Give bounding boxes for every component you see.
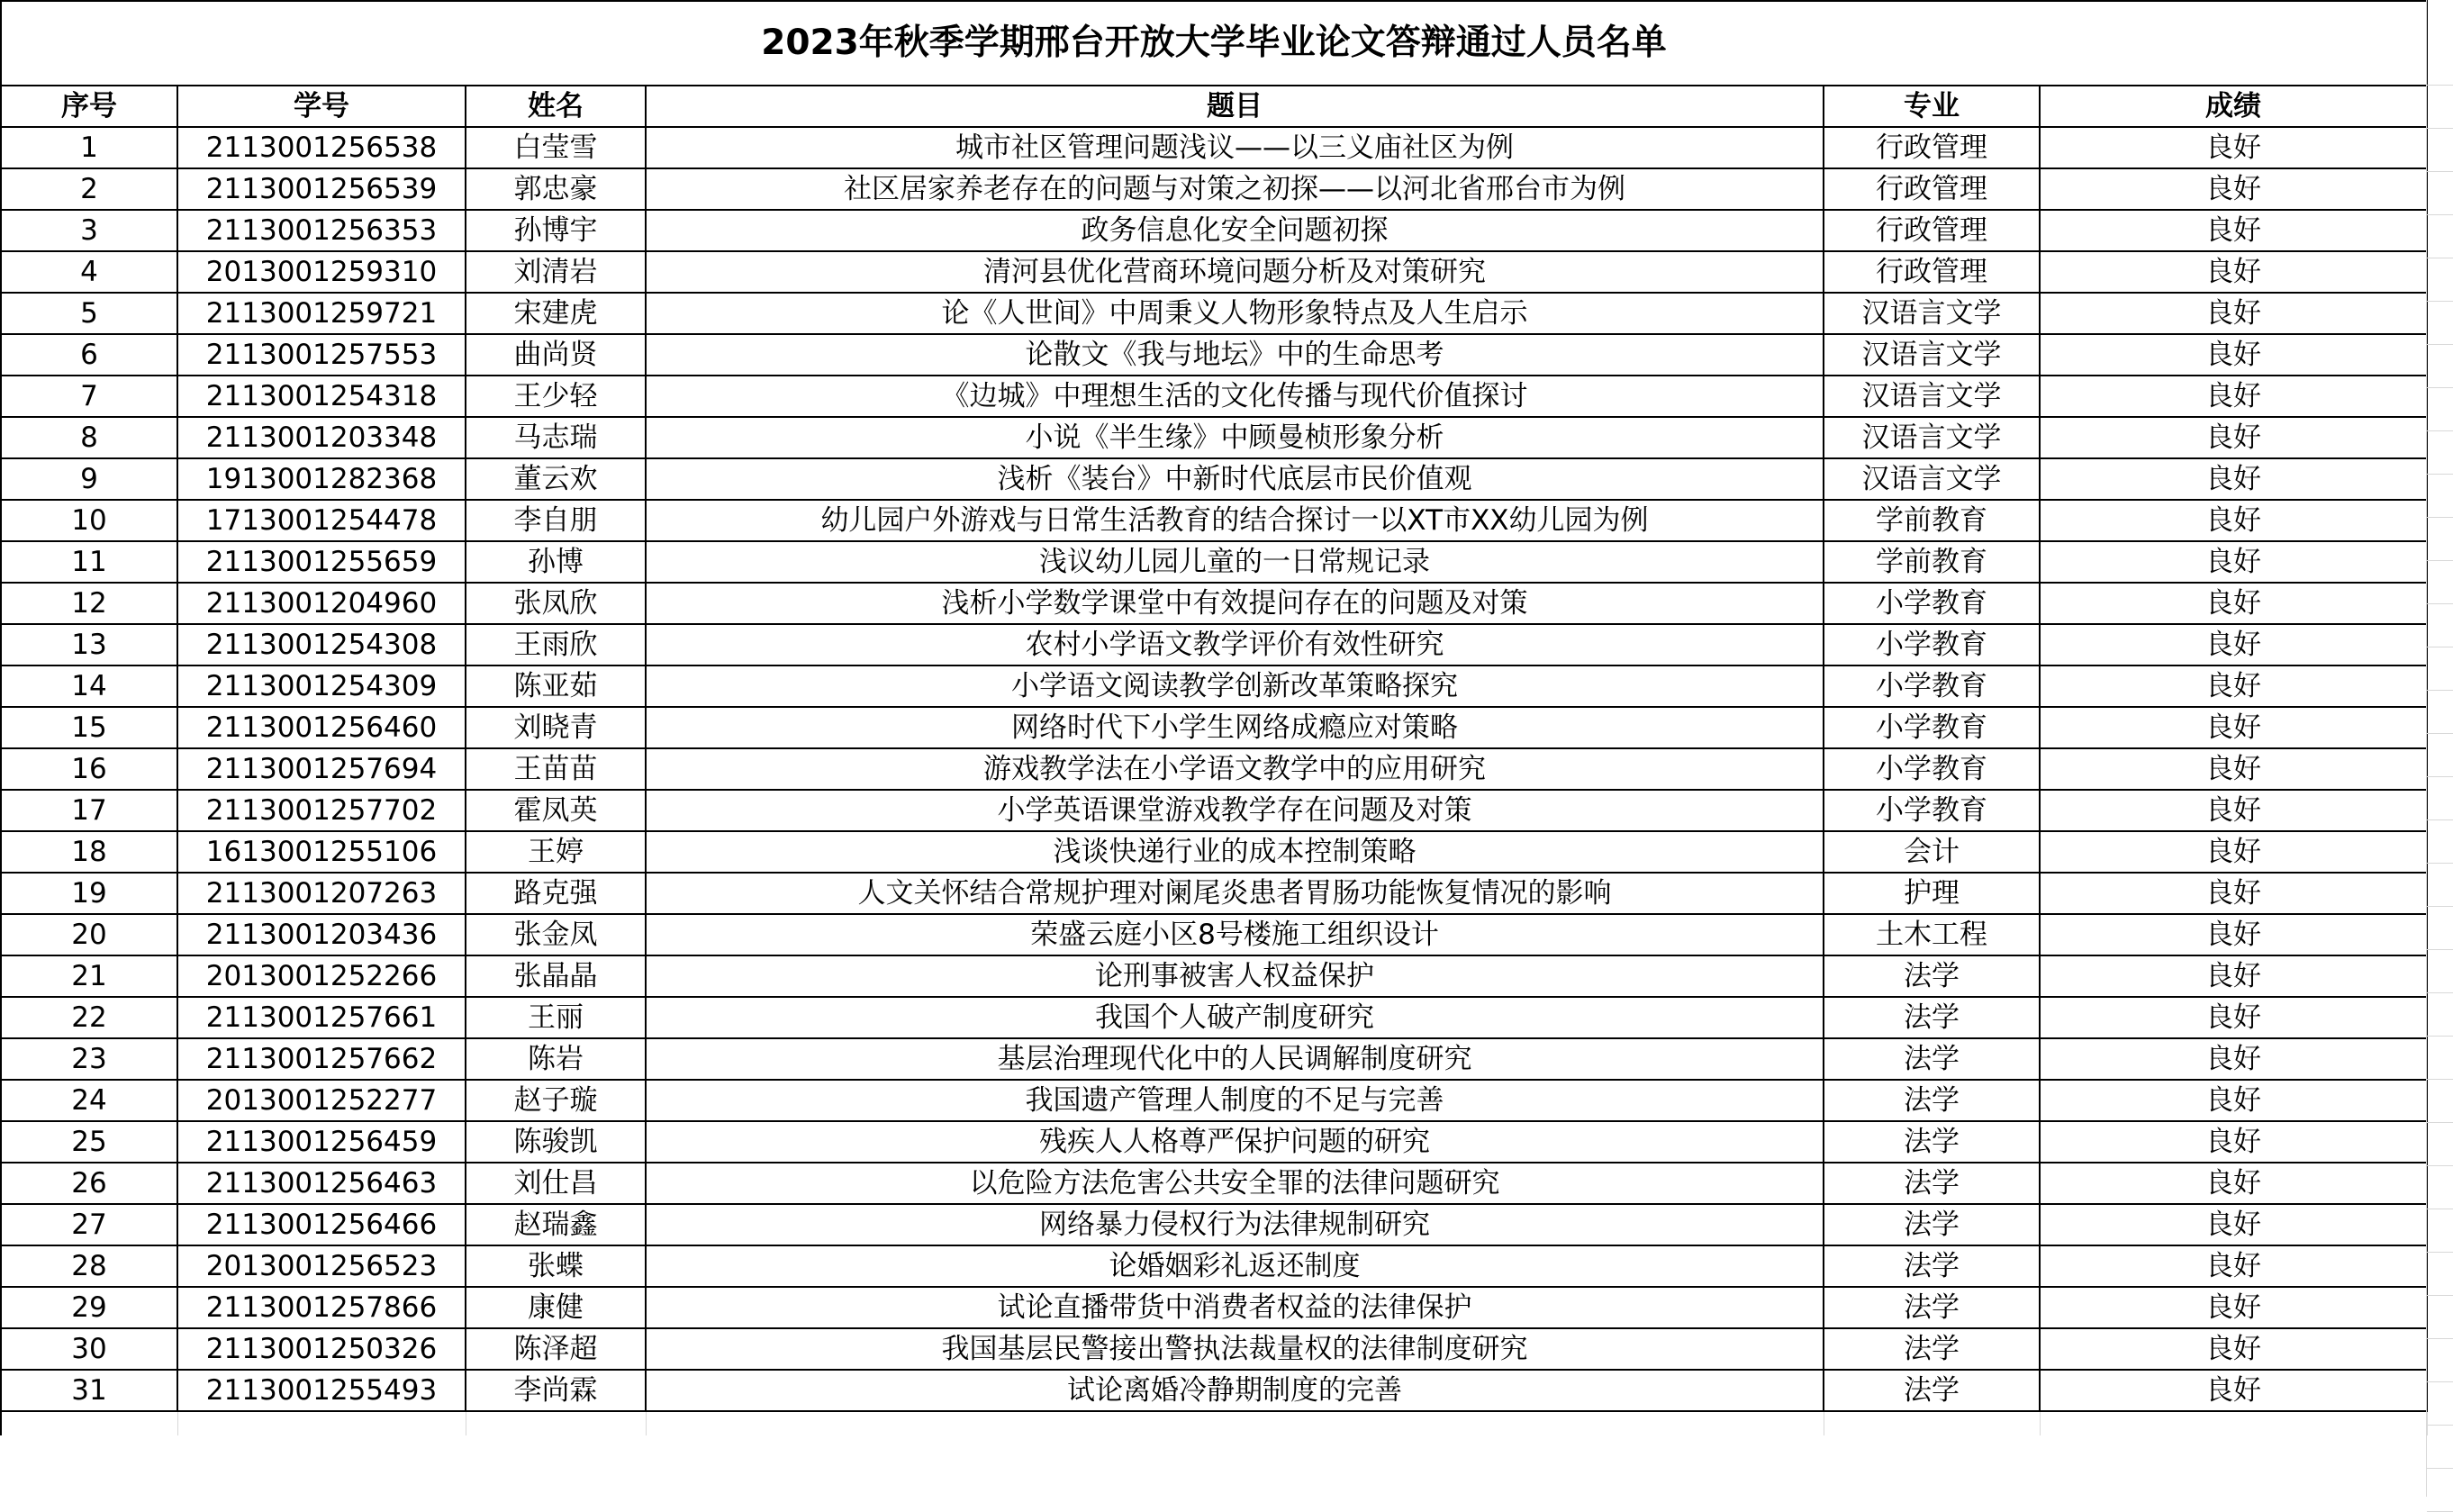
cell-name[interactable]: 刘晓青 <box>466 707 646 748</box>
gridline <box>2427 128 2453 129</box>
cell-name[interactable]: 张金凤 <box>466 914 646 955</box>
gridline <box>2427 1295 2453 1296</box>
cell-index[interactable]: 24 <box>1 1080 177 1121</box>
cell-student-id[interactable]: 2113001256460 <box>177 707 466 748</box>
cell-name[interactable]: 陈骏凯 <box>466 1121 646 1163</box>
table-row <box>1 748 2427 790</box>
cell-student-id[interactable]: 2113001207263 <box>177 873 466 914</box>
table-row <box>1 293 2427 334</box>
cell-index[interactable]: 18 <box>1 831 177 873</box>
cell-major[interactable]: 法学 <box>1824 1163 2040 1204</box>
cell-index[interactable]: 3 <box>1 210 177 251</box>
cell-name[interactable]: 王婷 <box>466 831 646 873</box>
table-row <box>1 376 2427 417</box>
cell-major[interactable]: 小学教育 <box>1824 624 2040 665</box>
cell-grade[interactable]: 良好 <box>2040 376 2427 417</box>
table-row <box>1 583 2427 624</box>
gridline <box>2427 906 2453 907</box>
cell-major[interactable]: 法学 <box>1824 1328 2040 1370</box>
cell-index[interactable]: 29 <box>1 1287 177 1328</box>
table-row <box>1 458 2427 500</box>
gridline <box>2427 1122 2453 1123</box>
cell-name[interactable]: 白莹雪 <box>466 127 646 168</box>
cell-name[interactable]: 张晶晶 <box>466 955 646 997</box>
cell-major[interactable]: 土木工程 <box>1824 914 2040 955</box>
cell-name[interactable]: 宋建虎 <box>466 293 646 334</box>
cell-student-id[interactable]: 2113001254308 <box>177 624 466 665</box>
cell-student-id[interactable]: 2113001255493 <box>177 1370 466 1411</box>
cell-index[interactable]: 22 <box>1 997 177 1038</box>
cell-index[interactable]: 27 <box>1 1204 177 1245</box>
gridline <box>2427 733 2453 734</box>
cell-name[interactable]: 赵瑞鑫 <box>466 1204 646 1245</box>
cell-topic[interactable]: 浅析小学数学课堂中有效提问存在的问题及对策 <box>646 583 1824 624</box>
cell-student-id[interactable]: 2113001257694 <box>177 748 466 790</box>
cell-major[interactable]: 行政管理 <box>1824 251 2040 293</box>
cell-topic[interactable]: 论刑事被害人权益保护 <box>646 955 1824 997</box>
cell-grade[interactable]: 良好 <box>2040 1121 2427 1163</box>
table-row <box>1 624 2427 665</box>
cell-grade[interactable]: 良好 <box>2040 624 2427 665</box>
table-row <box>1 1370 2427 1411</box>
cell-index[interactable]: 25 <box>1 1121 177 1163</box>
cell-grade[interactable]: 良好 <box>2040 1163 2427 1204</box>
gridline <box>2427 560 2453 561</box>
cell-index[interactable]: 9 <box>1 458 177 500</box>
cell-index[interactable]: 21 <box>1 955 177 997</box>
cell-student-id[interactable]: 2013001259310 <box>177 251 466 293</box>
cell-student-id[interactable]: 1713001254478 <box>177 500 466 541</box>
cell-name[interactable]: 王丽 <box>466 997 646 1038</box>
cell-name[interactable]: 郭忠豪 <box>466 168 646 210</box>
header-cell-name[interactable]: 姓名 <box>466 86 646 127</box>
cell-index[interactable]: 20 <box>1 914 177 955</box>
gridline <box>2427 214 2453 215</box>
cell-index[interactable]: 30 <box>1 1328 177 1370</box>
cell-grade[interactable]: 良好 <box>2040 707 2427 748</box>
cell-name[interactable]: 王少轻 <box>466 376 646 417</box>
cell-name[interactable]: 陈亚茹 <box>466 665 646 707</box>
header-cell-grade[interactable]: 成绩 <box>2040 86 2427 127</box>
cell-major[interactable]: 小学教育 <box>1824 748 2040 790</box>
cell-index[interactable]: 19 <box>1 873 177 914</box>
cell-major[interactable]: 会计 <box>1824 831 2040 873</box>
cell-index[interactable]: 12 <box>1 583 177 624</box>
cell-grade[interactable]: 良好 <box>2040 1038 2427 1080</box>
cell-name[interactable]: 陈岩 <box>466 1038 646 1080</box>
cell-major[interactable]: 小学教育 <box>1824 790 2040 831</box>
table-row <box>1 541 2427 583</box>
cell-name[interactable]: 马志瑞 <box>466 417 646 458</box>
header-cell-major[interactable]: 专业 <box>1824 86 2040 127</box>
cell-index[interactable]: 26 <box>1 1163 177 1204</box>
cell-major[interactable]: 小学教育 <box>1824 665 2040 707</box>
cell-grade[interactable]: 良好 <box>2040 665 2427 707</box>
gridline <box>2427 1338 2453 1339</box>
cell-index[interactable]: 13 <box>1 624 177 665</box>
cell-topic[interactable]: 试论离婚冷静期制度的完善 <box>646 1370 1824 1411</box>
cell-major[interactable]: 小学教育 <box>1824 583 2040 624</box>
cell-index[interactable]: 23 <box>1 1038 177 1080</box>
empty-cell[interactable] <box>1824 1411 2040 1435</box>
cell-name[interactable]: 董云欢 <box>466 458 646 500</box>
cell-major[interactable]: 法学 <box>1824 1038 2040 1080</box>
cell-student-id[interactable]: 2113001204960 <box>177 583 466 624</box>
cell-name[interactable]: 赵子璇 <box>466 1080 646 1121</box>
empty-cell[interactable] <box>466 1411 646 1435</box>
cell-topic[interactable]: 社区居家养老存在的问题与对策之初探——以河北省邢台市为例 <box>646 168 1824 210</box>
cell-index[interactable]: 1 <box>1 127 177 168</box>
table-row <box>1 914 2427 955</box>
cell-topic[interactable]: 小学语文阅读教学创新改革策略探究 <box>646 665 1824 707</box>
gridlines-right <box>2426 0 2453 1497</box>
empty-cell[interactable] <box>177 1411 466 1435</box>
cell-major[interactable]: 汉语言文学 <box>1824 334 2040 376</box>
cell-index[interactable]: 10 <box>1 500 177 541</box>
table-row <box>1 334 2427 376</box>
cell-major[interactable]: 汉语言文学 <box>1824 417 2040 458</box>
cell-index[interactable]: 16 <box>1 748 177 790</box>
cell-major[interactable]: 行政管理 <box>1824 127 2040 168</box>
table-row <box>1 665 2427 707</box>
cell-student-id[interactable]: 2113001256459 <box>177 1121 466 1163</box>
cell-student-id[interactable]: 2013001252277 <box>177 1080 466 1121</box>
cell-topic[interactable]: 幼儿园户外游戏与日常生活教育的结合探讨一以XT市XX幼儿园为例 <box>646 500 1824 541</box>
table-row <box>1 997 2427 1038</box>
cell-topic[interactable]: 论散文《我与地坛》中的生命思考 <box>646 334 1824 376</box>
cell-index[interactable]: 31 <box>1 1370 177 1411</box>
table-row <box>1 1287 2427 1328</box>
cell-major[interactable]: 汉语言文学 <box>1824 458 2040 500</box>
cell-index[interactable]: 17 <box>1 790 177 831</box>
cell-topic[interactable]: 以危险方法危害公共安全罪的法律问题研究 <box>646 1163 1824 1204</box>
cell-grade[interactable]: 良好 <box>2040 1080 2427 1121</box>
table-row <box>1 1163 2427 1204</box>
cell-major[interactable]: 汉语言文学 <box>1824 376 2040 417</box>
cell-grade[interactable]: 良好 <box>2040 873 2427 914</box>
cell-topic[interactable]: 浅谈快递行业的成本控制策略 <box>646 831 1824 873</box>
cell-major[interactable]: 学前教育 <box>1824 500 2040 541</box>
cell-topic[interactable]: 政务信息化安全问题初探 <box>646 210 1824 251</box>
header-cell-student-id[interactable]: 学号 <box>177 86 466 127</box>
table-row <box>1 955 2427 997</box>
cell-major[interactable]: 小学教育 <box>1824 707 2040 748</box>
cell-grade[interactable]: 良好 <box>2040 168 2427 210</box>
cell-student-id[interactable]: 2113001257702 <box>177 790 466 831</box>
cell-topic[interactable]: 论婚姻彩礼返还制度 <box>646 1245 1824 1287</box>
gridline <box>2427 387 2453 388</box>
gridline <box>2427 603 2453 604</box>
cell-major[interactable]: 法学 <box>1824 1245 2040 1287</box>
empty-cell[interactable] <box>2040 1411 2427 1435</box>
cell-student-id[interactable]: 2113001259721 <box>177 293 466 334</box>
sheet-title[interactable]: 2023年秋季学期邢台开放大学毕业论文答辩通过人员名单 <box>1 1 2427 86</box>
table-row <box>1 707 2427 748</box>
empty-cell[interactable] <box>1 1411 177 1435</box>
gridline <box>2427 1036 2453 1037</box>
cell-topic[interactable]: 人文关怀结合常规护理对阑尾炎患者胃肠功能恢复情况的影响 <box>646 873 1824 914</box>
gridline <box>2427 1425 2453 1426</box>
gridline <box>2427 863 2453 864</box>
table-row <box>1 1328 2427 1370</box>
cell-name[interactable]: 路克强 <box>466 873 646 914</box>
gridline <box>2427 517 2453 518</box>
cell-student-id[interactable]: 2113001257553 <box>177 334 466 376</box>
cell-grade[interactable]: 良好 <box>2040 1287 2427 1328</box>
cell-index[interactable]: 15 <box>1 707 177 748</box>
cell-name[interactable]: 曲尚贤 <box>466 334 646 376</box>
cell-student-id[interactable]: 1613001255106 <box>177 831 466 873</box>
cell-index[interactable]: 11 <box>1 541 177 583</box>
cell-grade[interactable]: 良好 <box>2040 541 2427 583</box>
gridline <box>2427 776 2453 777</box>
cell-student-id[interactable]: 1913001282368 <box>177 458 466 500</box>
cell-grade[interactable]: 良好 <box>2040 500 2427 541</box>
cell-topic[interactable]: 农村小学语文教学评价有效性研究 <box>646 624 1824 665</box>
gridline <box>2427 344 2453 345</box>
cell-name[interactable]: 张凤欣 <box>466 583 646 624</box>
cell-major[interactable]: 法学 <box>1824 1370 2040 1411</box>
cell-grade[interactable]: 良好 <box>2040 748 2427 790</box>
cell-grade[interactable]: 良好 <box>2040 293 2427 334</box>
cell-major[interactable]: 法学 <box>1824 997 2040 1038</box>
cell-topic[interactable]: 游戏教学法在小学语文教学中的应用研究 <box>646 748 1824 790</box>
cell-major[interactable]: 法学 <box>1824 955 2040 997</box>
gridline <box>2427 171 2453 172</box>
table-row <box>1 127 2427 168</box>
cell-topic[interactable]: 小说《半生缘》中顾曼桢形象分析 <box>646 417 1824 458</box>
cell-grade[interactable]: 良好 <box>2040 1370 2427 1411</box>
cell-name[interactable]: 孙博 <box>466 541 646 583</box>
cell-topic[interactable]: 我国遗产管理人制度的不足与完善 <box>646 1080 1824 1121</box>
cell-index[interactable]: 28 <box>1 1245 177 1287</box>
cell-index[interactable]: 14 <box>1 665 177 707</box>
cell-student-id[interactable]: 2113001256466 <box>177 1204 466 1245</box>
cell-name[interactable]: 王雨欣 <box>466 624 646 665</box>
cell-grade[interactable]: 良好 <box>2040 997 2427 1038</box>
cell-major[interactable]: 法学 <box>1824 1080 2040 1121</box>
table-row <box>1 1245 2427 1287</box>
cell-grade[interactable]: 良好 <box>2040 210 2427 251</box>
empty-row <box>1 1411 2427 1435</box>
table-row <box>1 1121 2427 1163</box>
table-row <box>1 168 2427 210</box>
table-row <box>1 417 2427 458</box>
cell-grade[interactable]: 良好 <box>2040 1245 2427 1287</box>
cell-grade[interactable]: 良好 <box>2040 127 2427 168</box>
gridline <box>2427 690 2453 691</box>
cell-name[interactable]: 孙博宇 <box>466 210 646 251</box>
cell-major[interactable]: 法学 <box>1824 1287 2040 1328</box>
cell-grade[interactable]: 良好 <box>2040 458 2427 500</box>
cell-grade[interactable]: 良好 <box>2040 831 2427 873</box>
cell-grade[interactable]: 良好 <box>2040 790 2427 831</box>
cell-student-id[interactable]: 2113001256539 <box>177 168 466 210</box>
cell-topic[interactable]: 我国个人破产制度研究 <box>646 997 1824 1038</box>
cell-grade[interactable]: 良好 <box>2040 417 2427 458</box>
cell-student-id[interactable]: 2113001256353 <box>177 210 466 251</box>
gridline <box>2427 85 2453 86</box>
table-row <box>1 1038 2427 1080</box>
gridline <box>2427 301 2453 302</box>
cell-major[interactable]: 护理 <box>1824 873 2040 914</box>
cell-name[interactable]: 刘清岩 <box>466 251 646 293</box>
cell-name[interactable]: 王苗苗 <box>466 748 646 790</box>
cell-name[interactable]: 刘仕昌 <box>466 1163 646 1204</box>
table-row <box>1 251 2427 293</box>
cell-index[interactable]: 4 <box>1 251 177 293</box>
gridline <box>2427 1252 2453 1253</box>
cell-topic[interactable]: 试论直播带货中消费者权益的法律保护 <box>646 1287 1824 1328</box>
cell-major[interactable]: 汉语言文学 <box>1824 293 2040 334</box>
gridline <box>2427 430 2453 431</box>
cell-topic[interactable]: 我国基层民警接出警执法裁量权的法律制度研究 <box>646 1328 1824 1370</box>
cell-major[interactable]: 学前教育 <box>1824 541 2040 583</box>
cell-topic[interactable]: 浅析《装台》中新时代底层市民价值观 <box>646 458 1824 500</box>
cell-student-id[interactable]: 2013001256523 <box>177 1245 466 1287</box>
cell-student-id[interactable]: 2113001203436 <box>177 914 466 955</box>
cell-topic[interactable]: 荣盛云庭小区8号楼施工组织设计 <box>646 914 1824 955</box>
cell-topic[interactable]: 《边城》中理想生活的文化传播与现代价值探讨 <box>646 376 1824 417</box>
cell-grade[interactable]: 良好 <box>2040 955 2427 997</box>
cell-topic[interactable]: 论《人世间》中周秉义人物形象特点及人生启示 <box>646 293 1824 334</box>
title-row <box>1 1 2427 86</box>
cell-student-id[interactable]: 2013001252266 <box>177 955 466 997</box>
gridline <box>2427 1468 2453 1469</box>
cell-grade[interactable]: 良好 <box>2040 251 2427 293</box>
header-row <box>1 86 2427 127</box>
cell-name[interactable]: 陈泽超 <box>466 1328 646 1370</box>
cell-index[interactable]: 2 <box>1 168 177 210</box>
cell-topic[interactable]: 网络时代下小学生网络成瘾应对策略 <box>646 707 1824 748</box>
gridline <box>2427 949 2453 950</box>
cell-index[interactable]: 8 <box>1 417 177 458</box>
cell-name[interactable]: 张蝶 <box>466 1245 646 1287</box>
cell-name[interactable]: 霍凤英 <box>466 790 646 831</box>
cell-student-id[interactable]: 2113001256538 <box>177 127 466 168</box>
cell-student-id[interactable]: 2113001250326 <box>177 1328 466 1370</box>
table-row <box>1 210 2427 251</box>
cell-student-id[interactable]: 2113001254309 <box>177 665 466 707</box>
gridline <box>2427 474 2453 475</box>
cell-name[interactable]: 李自朋 <box>466 500 646 541</box>
cell-major[interactable]: 行政管理 <box>1824 168 2040 210</box>
cell-name[interactable]: 康健 <box>466 1287 646 1328</box>
cell-student-id[interactable]: 2113001257662 <box>177 1038 466 1080</box>
cell-index[interactable]: 5 <box>1 293 177 334</box>
cell-name[interactable]: 李尚霖 <box>466 1370 646 1411</box>
cell-topic[interactable]: 城市社区管理问题浅议——以三义庙社区为例 <box>646 127 1824 168</box>
table-row <box>1 500 2427 541</box>
gridline <box>2427 819 2453 820</box>
table-row <box>1 790 2427 831</box>
table-row <box>1 873 2427 914</box>
table-row <box>1 1204 2427 1245</box>
cell-major[interactable]: 法学 <box>1824 1121 2040 1163</box>
table-row <box>1 831 2427 873</box>
cell-topic[interactable]: 网络暴力侵权行为法律规制研究 <box>646 1204 1824 1245</box>
cell-topic[interactable]: 小学英语课堂游戏教学存在问题及对策 <box>646 790 1824 831</box>
cell-topic[interactable]: 残疾人人格尊严保护问题的研究 <box>646 1121 1824 1163</box>
cell-major[interactable]: 法学 <box>1824 1204 2040 1245</box>
cell-grade[interactable]: 良好 <box>2040 1204 2427 1245</box>
cell-grade[interactable]: 良好 <box>2040 914 2427 955</box>
gridline <box>2427 1079 2453 1080</box>
cell-grade[interactable]: 良好 <box>2040 334 2427 376</box>
cell-student-id[interactable]: 2113001256463 <box>177 1163 466 1204</box>
cell-topic[interactable]: 清河县优化营商环境问题分析及对策研究 <box>646 251 1824 293</box>
gridline <box>2427 1381 2453 1382</box>
gridline <box>2427 992 2453 993</box>
cell-index[interactable]: 6 <box>1 334 177 376</box>
cell-index[interactable]: 7 <box>1 376 177 417</box>
cell-student-id[interactable]: 2113001257661 <box>177 997 466 1038</box>
header-cell-index[interactable]: 序号 <box>1 86 177 127</box>
cell-student-id[interactable]: 2113001257866 <box>177 1287 466 1328</box>
header-cell-topic[interactable]: 题目 <box>646 86 1824 127</box>
cell-major[interactable]: 行政管理 <box>1824 210 2040 251</box>
cell-grade[interactable]: 良好 <box>2040 1328 2427 1370</box>
empty-cell[interactable] <box>646 1411 1824 1435</box>
table-row <box>1 1080 2427 1121</box>
cell-grade[interactable]: 良好 <box>2040 583 2427 624</box>
cell-student-id[interactable]: 2113001203348 <box>177 417 466 458</box>
cell-topic[interactable]: 浅议幼儿园儿童的一日常规记录 <box>646 541 1824 583</box>
gridline <box>2427 1165 2453 1166</box>
cell-student-id[interactable]: 2113001255659 <box>177 541 466 583</box>
cell-student-id[interactable]: 2113001254318 <box>177 376 466 417</box>
cell-topic[interactable]: 基层治理现代化中的人民调解制度研究 <box>646 1038 1824 1080</box>
